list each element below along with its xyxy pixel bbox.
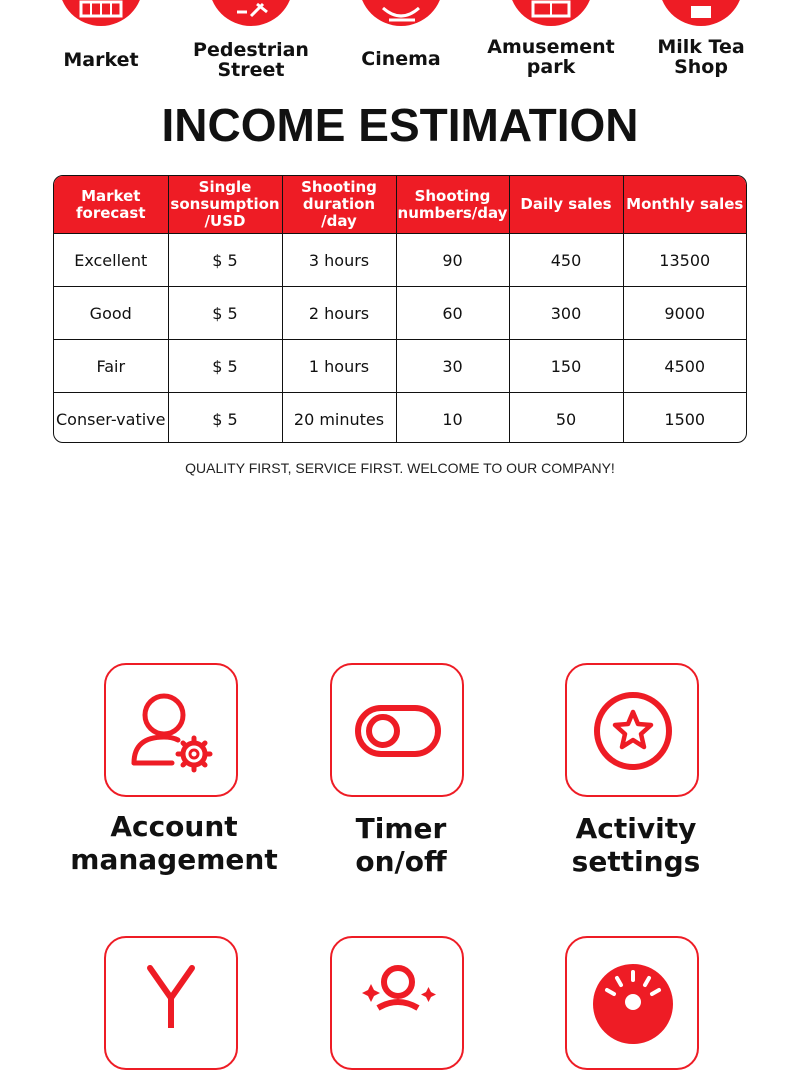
venue-pedestrian-street: [176, 0, 326, 80]
sun-badge-button[interactable]: [565, 936, 699, 1070]
feature-label: [516, 812, 756, 878]
table-cell: 13500: [623, 234, 746, 287]
table-row: [54, 287, 746, 340]
income-table: [53, 175, 747, 443]
timer-toggle-button[interactable]: [330, 663, 464, 797]
table-cell: Conser-vative: [54, 393, 168, 444]
column-header: Monthly sales: [623, 176, 746, 234]
venue-amusement-park: [476, 0, 626, 80]
table-cell: $ 5: [168, 393, 282, 444]
table-cell: 150: [509, 340, 623, 393]
slogan-text: QUALITY FIRST, SERVICE FIRST. WELCOME TO OUR COMPANY!: [185, 460, 615, 476]
table-cell: Excellent: [54, 234, 168, 287]
column-header: Market forecast: [54, 176, 168, 234]
venue-label-text: Pedestrian Street: [193, 39, 309, 81]
feature-label: [281, 812, 521, 878]
table-cell: 2 hours: [282, 287, 396, 340]
column-header: Shooting numbers/day: [396, 176, 509, 234]
column-header: Daily sales: [509, 176, 623, 234]
pedestrian-street-icon: [209, 0, 293, 26]
page-title: INCOME ESTIMATION: [161, 99, 639, 151]
venue-market: [26, 0, 176, 80]
table-row: [54, 393, 746, 444]
sun-badge-icon: [567, 938, 697, 1068]
amusement-park-icon: [509, 0, 593, 26]
yen-button[interactable]: [104, 936, 238, 1070]
milk-tea-icon: [659, 0, 743, 26]
user-sparkle-button[interactable]: [330, 936, 464, 1070]
table-cell: 90: [396, 234, 509, 287]
column-header: Single sonsumption /USD: [168, 176, 282, 234]
table-cell: $ 5: [168, 287, 282, 340]
cinema-icon: [359, 0, 443, 26]
market-icon: [59, 0, 143, 26]
table-cell: 10: [396, 393, 509, 444]
table-cell: 1500: [623, 393, 746, 444]
column-header: Shooting duration /day: [282, 176, 396, 234]
table-cell: 30: [396, 340, 509, 393]
activity-settings-button[interactable]: [565, 663, 699, 797]
venue-label: [476, 37, 626, 77]
venue-label: [626, 37, 776, 77]
table-cell: $ 5: [168, 234, 282, 287]
venue-label: [176, 40, 326, 80]
table-cell: 60: [396, 287, 509, 340]
feature-label-text: Timer on/off: [355, 812, 447, 878]
star-badge-icon: [567, 665, 697, 795]
table-cell: 50: [509, 393, 623, 444]
table-cell: 1 hours: [282, 340, 396, 393]
table-header-row: [54, 176, 746, 234]
account-management-button[interactable]: [104, 663, 238, 797]
feature-label-text: Activity settings: [571, 812, 701, 878]
table-cell: 9000: [623, 287, 746, 340]
venue-label: Market: [63, 49, 139, 71]
table-cell: Good: [54, 287, 168, 340]
toggle-icon: [332, 665, 462, 795]
table-cell: Fair: [54, 340, 168, 393]
table-cell: 4500: [623, 340, 746, 393]
user-sparkle-icon: [332, 938, 462, 1068]
table-cell: 450: [509, 234, 623, 287]
table-cell: 300: [509, 287, 623, 340]
table-row: [54, 234, 746, 287]
venue-cinema: [326, 0, 476, 80]
table-cell: $ 5: [168, 340, 282, 393]
venue-milk-tea-shop: [626, 0, 776, 80]
table-cell: 20 minutes: [282, 393, 396, 444]
feature-label: Account management: [70, 810, 278, 876]
table-cell: 3 hours: [282, 234, 396, 287]
venue-label-text: Amusement park: [487, 36, 615, 78]
table-row: [54, 340, 746, 393]
account-settings-icon: [106, 665, 236, 795]
yen-icon: [106, 938, 236, 1068]
venue-label: Cinema: [361, 48, 441, 70]
venue-label-text: Milk Tea Shop: [657, 36, 745, 78]
